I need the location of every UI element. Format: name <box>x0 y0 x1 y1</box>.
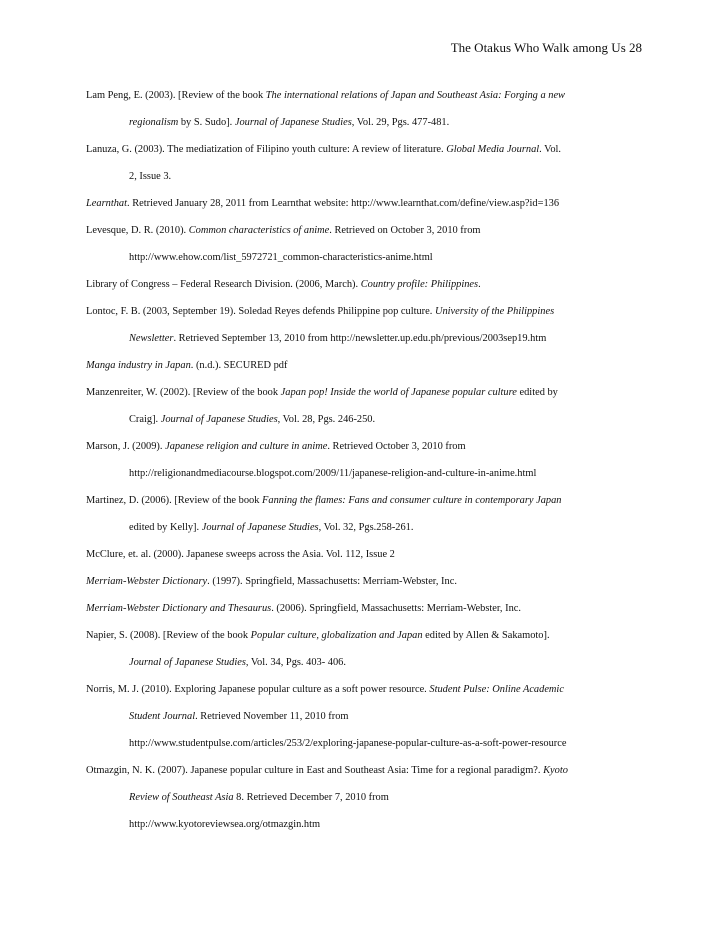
reference-entry <box>86 676 646 757</box>
text: Otmazgin, N. K. (2007). Japanese popular culture in East and Southeast Asia: Time for a regional paradigm?. <box>86 765 544 776</box>
text: . (n.d.). SECURED pdf <box>190 360 288 371</box>
text: by S. Sudo]. <box>178 117 235 128</box>
reference-continuation-line <box>86 649 646 676</box>
reference-entry <box>86 298 646 352</box>
text: . Retrieved November 11, 2010 from <box>195 711 349 722</box>
text: http://religionandmediacourse.blogspot.com/2009/11/japanese-religion-and-culture-in-anime.html <box>129 468 537 479</box>
italic-text: Journal of Japanese Studies <box>160 414 278 425</box>
text: . Retrieved January 28, 2011 from Learnthat website: http://www.learnthat.com/define/view.asp?id=136 <box>127 198 560 209</box>
reference-entry <box>86 622 646 676</box>
reference-continuation-line <box>86 325 646 352</box>
reference-first-line <box>86 595 646 622</box>
reference-list <box>86 82 646 838</box>
reference-continuation-line <box>86 514 646 541</box>
text: Lontoc, F. B. (2003, September 19). Soledad Reyes defends Philippine pop culture. <box>86 306 435 317</box>
italic-text: Manga industry in Japan <box>86 360 191 371</box>
italic-text: Journal of Japanese Studies <box>234 117 352 128</box>
reference-entry <box>86 217 646 271</box>
italic-text: The international relations of Japan and Southeast Asia: Forging a new <box>265 90 565 101</box>
text: Library of Congress – Federal Research Division. (2006, March). <box>86 279 361 290</box>
text: Martinez, D. (2006). [Review of the book <box>86 495 263 506</box>
text: , Vol. 28, Pgs. 246-250. <box>277 414 376 425</box>
text: , Vol. 29, Pgs. 477-481. <box>351 117 450 128</box>
reference-first-line <box>86 541 646 568</box>
text: Manzenreiter, W. (2002). [Review of the book <box>86 387 281 398</box>
reference-continuation-line <box>86 703 646 730</box>
text: http://www.kyotoreviewsea.org/otmazgin.htm <box>129 819 321 830</box>
italic-text: Merriam-Webster Dictionary and Thesaurus <box>86 603 272 614</box>
reference-first-line <box>86 622 646 649</box>
reference-entry <box>86 757 646 838</box>
text: edited by <box>516 387 558 398</box>
reference-continuation-line <box>86 163 646 190</box>
text: , Vol. 34, Pgs. 403- 406. <box>245 657 346 668</box>
text: Norris, M. J. (2010). Exploring Japanese popular culture as a soft power resource. <box>86 684 430 695</box>
italic-text: University of the Philippines <box>434 306 555 317</box>
reference-first-line <box>86 433 646 460</box>
reference-first-line <box>86 757 646 784</box>
page-number: 28 <box>629 40 642 55</box>
running-title: The Otakus Who Walk among Us <box>450 40 626 55</box>
italic-text: Newsletter <box>129 333 174 344</box>
reference-entry <box>86 595 646 622</box>
text: . (2006). Springfield, Massachusetts: Merriam-Webster, Inc. <box>271 603 521 614</box>
text: Napier, S. (2008). [Review of the book <box>86 630 251 641</box>
text: , Vol. 32, Pgs.258-261. <box>318 522 414 533</box>
italic-text: Journal of Japanese Studies <box>201 522 319 533</box>
reference-entry <box>86 271 646 298</box>
italic-text: Merriam-Webster Dictionary <box>86 576 208 587</box>
italic-text: Learnthat <box>86 198 127 209</box>
italic-text: Fanning the flames: Fans and consumer culture in contemporary Japan <box>262 495 562 506</box>
reference-continuation-line <box>86 406 646 433</box>
text: . Retrieved on October 3, 2010 from <box>329 225 481 236</box>
reference-continuation-line <box>86 730 646 757</box>
italic-text: Student Journal <box>129 711 196 722</box>
text: http://www.ehow.com/list_5972721_common-characteristics-anime.html <box>129 252 433 263</box>
reference-entry <box>86 379 646 433</box>
text: . <box>478 279 481 290</box>
text: http://www.studentpulse.com/articles/253/2/exploring-japanese-popular-culture-as-a-soft-power-resource <box>129 738 567 749</box>
text: Lam Peng, E. (2003). [Review of the book <box>86 90 266 101</box>
italic-text: Journal of Japanese Studies <box>129 657 246 668</box>
running-header <box>451 40 642 56</box>
text: edited by Allen & Sakamoto]. <box>422 630 550 641</box>
italic-text: Popular culture, globalization and Japan <box>250 630 423 641</box>
italic-text: Common characteristics of anime <box>188 225 330 236</box>
text: . Retrieved September 13, 2010 from http://newsletter.up.edu.ph/previous/2003sep19.htm <box>173 333 547 344</box>
reference-first-line <box>86 568 646 595</box>
reference-first-line <box>86 82 646 109</box>
reference-first-line <box>86 487 646 514</box>
reference-first-line <box>86 676 646 703</box>
text: McClure, et. al. (2000). Japanese sweeps across the Asia. Vol. 112, Issue 2 <box>86 549 395 560</box>
italic-text: regionalism <box>129 117 179 128</box>
text: . (1997). Springfield, Massachusetts: Merriam-Webster, Inc. <box>207 576 457 587</box>
reference-continuation-line <box>86 811 646 838</box>
reference-first-line <box>86 136 646 163</box>
reference-first-line <box>86 190 646 217</box>
reference-continuation-line <box>86 784 646 811</box>
italic-text: Japan pop! Inside the world of Japanese popular culture <box>280 387 517 398</box>
reference-entry <box>86 136 646 190</box>
reference-entry <box>86 352 646 379</box>
reference-entry <box>86 568 646 595</box>
italic-text: Kyoto <box>543 765 568 776</box>
reference-first-line <box>86 379 646 406</box>
reference-first-line <box>86 298 646 325</box>
italic-text: Country profile: Philippines <box>360 279 479 290</box>
text: Levesque, D. R. (2010). <box>86 225 189 236</box>
text: 2, Issue 3. <box>129 171 172 182</box>
text: Craig]. <box>129 414 161 425</box>
text: 8. Retrieved December 7, 2010 from <box>233 792 389 803</box>
reference-entry <box>86 190 646 217</box>
text: . Retrieved October 3, 2010 from <box>327 441 466 452</box>
reference-continuation-line <box>86 244 646 271</box>
italic-text: Japanese religion and culture in anime <box>165 441 328 452</box>
reference-first-line <box>86 271 646 298</box>
text: Marson, J. (2009). <box>86 441 166 452</box>
reference-entry <box>86 487 646 541</box>
reference-continuation-line <box>86 460 646 487</box>
text: Lanuza, G. (2003). The mediatization of Filipino youth culture: A review of literature. <box>86 144 447 155</box>
text: . Vol. <box>539 144 562 155</box>
text: edited by Kelly]. <box>129 522 202 533</box>
reference-continuation-line <box>86 109 646 136</box>
italic-text: Review of Southeast Asia <box>129 792 234 803</box>
reference-first-line <box>86 217 646 244</box>
italic-text: Global Media Journal <box>446 144 540 155</box>
reference-first-line <box>86 352 646 379</box>
reference-entry <box>86 433 646 487</box>
italic-text: Student Pulse: Online Academic <box>429 684 564 695</box>
reference-entry <box>86 82 646 136</box>
reference-entry <box>86 541 646 568</box>
